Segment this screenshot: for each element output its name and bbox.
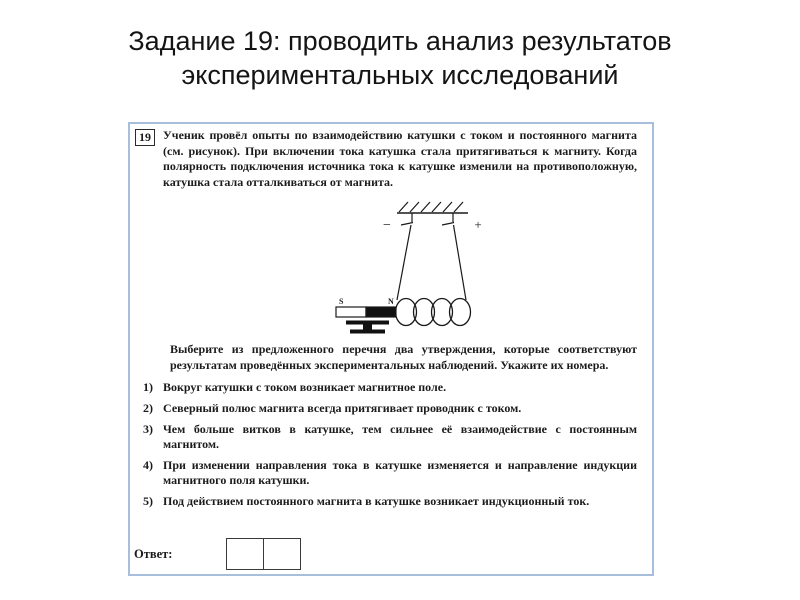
answer-cell-1[interactable]	[226, 538, 264, 570]
task-statement-row	[135, 128, 637, 190]
magnet-south-label: S	[339, 297, 344, 306]
magnet-stand	[346, 321, 389, 334]
option-number: 3)	[143, 422, 153, 436]
minus-terminal-label: −	[383, 218, 391, 233]
option-item-3	[143, 422, 637, 452]
answer-row	[134, 538, 301, 570]
option-text: Вокруг катушки с током возникает магнитное поле.	[163, 380, 447, 394]
option-item-1	[143, 380, 637, 395]
magnet-north-label: N	[388, 297, 394, 306]
option-number: 1)	[143, 380, 153, 394]
option-number: 4)	[143, 458, 153, 472]
option-number: 2)	[143, 401, 153, 415]
title-line-2: экспериментальных исследований	[181, 60, 619, 90]
answer-label: Ответ:	[134, 546, 173, 561]
option-text: При изменении направления тока в катушке изменяется и направление индукции магнитного поля катушки.	[163, 458, 637, 487]
option-item-4	[143, 458, 637, 488]
coil-loops	[396, 299, 471, 326]
option-text: Под действием постоянного магнита в катушке возникает индукционный ток.	[163, 494, 590, 508]
task-statement: Ученик провёл опыты по взаимодействию катушки с током и постоянного магнита (см. рисунок). При включении тока катушка стала притягиваться к магниту. Когда полярность подключения источника тока к катушке изменили на противоположную, катушка стала отталкиваться от магнита.	[163, 128, 637, 189]
task-box	[128, 122, 654, 576]
plus-terminal-label: +	[474, 217, 482, 232]
option-text: Северный полюс магнита всегда притягивает проводник с током.	[163, 401, 522, 415]
option-text: Чем больше витков в катушке, тем сильнее её взаимодействие с постоянным магнитом.	[163, 422, 637, 451]
coil-wires	[397, 213, 466, 300]
option-item-2	[143, 401, 637, 416]
option-item-5	[143, 494, 637, 509]
title-line-1: Задание 19: проводить анализ результатов	[128, 26, 672, 56]
page-title	[0, 24, 800, 92]
answer-cell-2[interactable]	[263, 538, 301, 570]
option-number: 5)	[143, 494, 153, 508]
ceiling-hatching	[399, 202, 463, 212]
task-question: Выберите из предложенного перечня два утверждения, которые соответствуют результатам проведённых экспериментальных наблюдений. Укажите их номера.	[170, 342, 637, 372]
coil-magnet-diagram	[335, 194, 495, 340]
answer-cells	[226, 538, 301, 570]
task-number-badge: 19	[135, 129, 155, 146]
bar-magnet	[336, 297, 396, 317]
experiment-figure	[130, 192, 652, 338]
options-list	[143, 380, 637, 509]
